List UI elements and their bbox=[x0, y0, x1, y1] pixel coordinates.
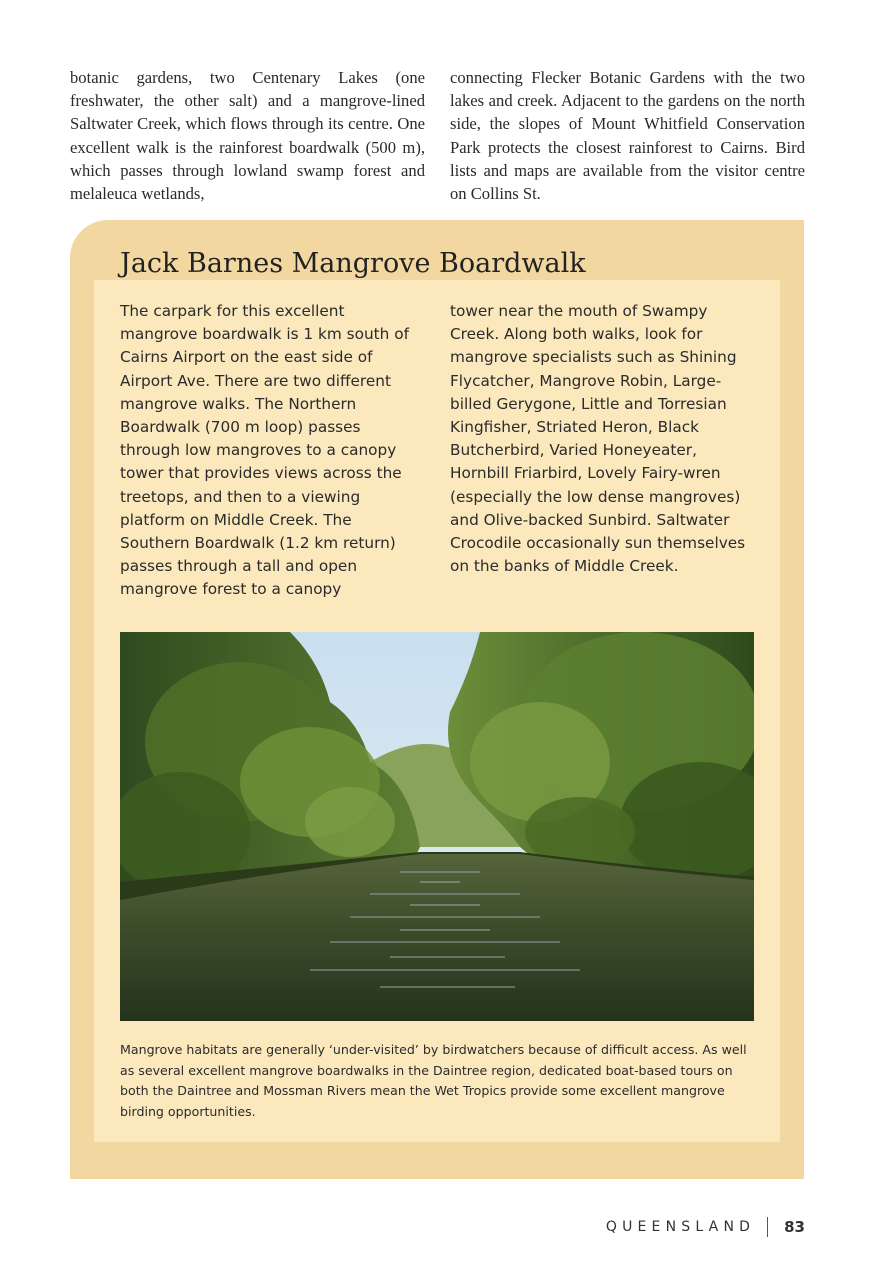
sidebar-column-left bbox=[120, 300, 420, 602]
intro-column-left bbox=[70, 66, 425, 205]
intro-text-left: botanic gardens, two Centenary Lakes (one freshwater, the other salt) and a mangrove-lined Saltwater Creek, which flows through its centre. One excellent walk is the rainforest boardwalk (500 m), which passes through lowland swamp forest and melaleuca wetlands, bbox=[70, 68, 425, 204]
sidebar-inner-panel bbox=[94, 280, 780, 1142]
sidebar-column-right bbox=[450, 300, 750, 578]
footer-section-label: QUEENSLAND bbox=[605, 1219, 756, 1235]
footer-divider bbox=[767, 1217, 768, 1237]
mangrove-creek-photo bbox=[120, 632, 754, 1021]
page-footer bbox=[606, 1217, 805, 1237]
sidebar-text-right: tower near the mouth of Swampy Creek. Along both walks, look for mangrove specialists such as Shining Flycatcher, Mangrove Robin, Large-billed Gerygone, Little and Torresian Kingfisher, Striated Heron, Black Butcherbird, Varied Honeyeater, Hornbill Friarbird, Lovely Fairy-wren (especially the low dense mangroves) and Olive-backed Sunbird. Saltwater Crocodile occasionally sun themselves on the banks of Middle Creek. bbox=[450, 302, 746, 576]
sidebar-box bbox=[70, 220, 804, 1179]
sidebar-title: Jack Barnes Mangrove Boardwalk bbox=[120, 248, 586, 279]
caption-text: Mangrove habitats are generally ‘under-visited’ by birdwatchers because of difficult access. As well as several excellent mangrove boardwalks in the Daintree region, dedicated boat-based tours on both the Daintree and Mossman Rivers mean the Wet Tropics provide some excellent mangrove birding opportunities. bbox=[120, 1042, 747, 1119]
photo-caption bbox=[120, 1040, 760, 1122]
intro-text-right: connecting Flecker Botanic Gardens with the two lakes and creek. Adjacent to the gardens on the north side, the slopes of Mount Whitfield Conservation Park protects the closest rainforest to Cairns. Bird lists and maps are available from the visitor centre on Collins St. bbox=[450, 68, 805, 204]
page-number: 83 bbox=[784, 1218, 805, 1236]
sidebar-text-left: The carpark for this excellent mangrove boardwalk is 1 km south of Cairns Airport on the east side of Airport Ave. There are two different mangrove walks. The Northern Boardwalk (700 m loop) passes through low mangroves to a canopy tower that provides views across the treetops, and then to a viewing platform on Middle Creek. The Southern Boardwalk (1.2 km return) passes through a tall and open mangrove forest to a canopy bbox=[120, 302, 409, 599]
intro-column-right bbox=[450, 66, 805, 205]
